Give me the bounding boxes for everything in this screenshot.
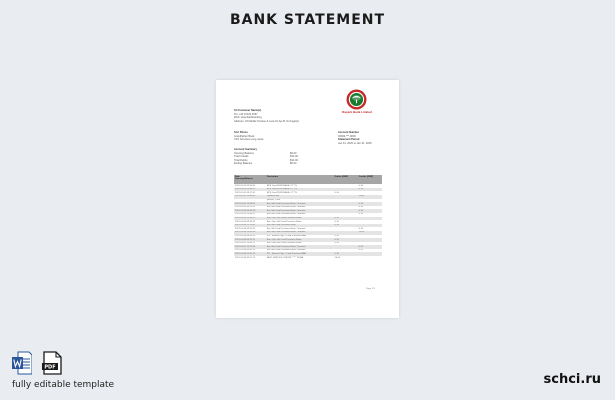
template-caption: fully editable template xyxy=(12,380,115,390)
brand-logo-text: schci.ru xyxy=(543,372,601,387)
summary-value: $0.00 xyxy=(290,162,297,166)
cell-date: 2021-01-03 10:00:11 xyxy=(235,213,256,216)
cell-particulars: Bus - Bus Gift Card Purchase Refer xyxy=(266,217,334,221)
cell-debit: 20.00 xyxy=(334,256,341,259)
cell-particulars: Bus - Bus Gift Card Purchase Refer xyxy=(266,238,334,242)
cell-date: 2021-01-05 10:41:03 xyxy=(234,231,266,235)
cell-date: 2021-01-04 11:15:41 xyxy=(234,224,266,228)
customer-web: Web: www.bankbanking xyxy=(234,116,262,120)
cell-particulars: BPS Card PURCHASE: CT TS xyxy=(266,184,297,187)
cell-particulars: PS - Shared Chip + Card Purchase BAR xyxy=(266,235,307,237)
cell-debit: 0.10 xyxy=(334,252,358,256)
cell-date: 2021-01-01 09:17:01 xyxy=(235,191,256,194)
cell-particulars: Bus Gift Card Purchase Refer: Terminal xyxy=(266,202,334,206)
cell-credit: 0.10 xyxy=(358,184,364,187)
column-header-credits: Credits (GBP) xyxy=(358,175,382,184)
summary-value: $0.00 xyxy=(290,151,297,155)
page-title: BANK STATEMENT xyxy=(229,12,386,28)
account-summary xyxy=(234,148,314,166)
account-number-value: 00000-***-0000 xyxy=(338,134,356,138)
cell-debit: 0.10 xyxy=(334,235,339,237)
account-left-line: Grandfather Bank xyxy=(234,134,255,138)
cell-date: 2021-01-04 09:05:31 xyxy=(235,220,256,223)
cell-date: 2021-01-01 09:04:12 xyxy=(234,188,266,192)
cell-particulars: Bus Gift Card Purchase Refer: Terminal xyxy=(266,213,306,216)
column-header-date: Date Opening Balance xyxy=(234,175,266,184)
customer-block xyxy=(234,109,299,123)
cell-credit: 0.10 xyxy=(358,213,364,216)
cell-credit: 0.10 xyxy=(358,206,364,209)
summary-row xyxy=(234,162,314,166)
cell-particulars: Bus Gift Card Purchase Refer: Terminal xyxy=(266,206,306,209)
summary-label: Opening Balance xyxy=(234,151,254,155)
column-header-particulars: Particulars xyxy=(266,175,334,184)
cell-particulars: PS - Shared Chip + Card Purchase BAR xyxy=(266,252,334,256)
bank-name: Rayark Bank Limited xyxy=(342,110,372,114)
cell-credit xyxy=(358,256,382,260)
cell-credit: 0.10 xyxy=(358,188,382,192)
cell-particulars: FAST SERVICE ONLINE ***** TR BA xyxy=(266,256,304,259)
cell-date: 2021-01-02 08:11:01 xyxy=(235,206,256,209)
cell-particulars: Bus Gift Card Purchase Refer: Terminal xyxy=(266,249,306,252)
cell-credit: 20.00 xyxy=(358,195,382,199)
cell-date: 2021-01-07 10:01:17 xyxy=(235,242,256,245)
summary-value: $31.00 xyxy=(290,155,298,159)
summary-label: Total Debits xyxy=(234,158,248,162)
summary-label: Total Credits xyxy=(234,155,249,159)
column-header-debits: Debits (GBP) xyxy=(334,175,358,184)
statement-document xyxy=(216,80,399,318)
cell-date: 2021-01-08 10:21:11 xyxy=(234,252,266,256)
cell-date: 2021-01-01 10:00:01 xyxy=(234,195,266,199)
summary-heading: Account Summary xyxy=(234,148,257,151)
cell-credit: 0.10 xyxy=(358,245,382,249)
cell-particulars: Bus Gift Card Purchase Refer: Terminal xyxy=(266,209,334,213)
cell-date: 2021-01-05 09:13:21 xyxy=(235,227,256,230)
pdf-icon xyxy=(42,351,62,375)
cell-credit: 0.10 xyxy=(358,209,382,213)
cell-date: 2021-01-06 08:31:01 xyxy=(235,235,256,237)
cell-date: 2021-01-09 09:11:12 xyxy=(235,256,256,259)
cell-particulars: Interest_Lane xyxy=(266,199,281,202)
account-left-line: XXX Services Long name xyxy=(234,138,264,142)
summary-label: Ending Balance xyxy=(234,162,253,166)
cell-date: 2021-01-02 09:32:03 xyxy=(234,209,266,213)
account-left-heading: Sort Ptions xyxy=(234,131,248,134)
cell-particulars: DepositCard xyxy=(266,195,334,199)
word-icon xyxy=(12,351,32,375)
cell-particulars: Bus - Bus Gift Card Purchase Refer xyxy=(266,242,302,245)
cell-particulars: Bus Gift Card Purchase Refer: Terminal xyxy=(266,245,334,249)
transactions-body xyxy=(234,184,382,259)
cell-credit: 0.10 xyxy=(358,227,364,230)
cell-date: 2021-01-01 11:00:01 xyxy=(234,202,266,206)
cell-credit: 20.00 xyxy=(358,231,382,235)
opening-balance-label: Opening Balance xyxy=(235,178,253,181)
cell-date: 2021-01-01 09:00:41 xyxy=(235,184,256,187)
cell-date: 2021-01-07 11:21:03 xyxy=(234,245,266,249)
account-right xyxy=(338,131,372,145)
cell-particulars: Bus Gift Card Purchase Refer: Terminal xyxy=(266,227,306,230)
cell-debit: 0.10 xyxy=(334,238,358,242)
bank-logo-icon xyxy=(346,89,367,110)
cell-date: 2021-01-06 09:22:11 xyxy=(234,238,266,242)
svg-text:PDF: PDF xyxy=(44,364,56,371)
statement-period-label: Statement Period xyxy=(338,138,360,142)
statement-period-value: Jan 01, 2025 to Jan 31, 2025 xyxy=(338,141,372,145)
cell-debit: 0.10 xyxy=(334,220,339,223)
account-left xyxy=(234,131,264,142)
cell-particulars: Bus - Bus Gift Card Purchase Refer xyxy=(266,220,302,223)
cell-particulars: BPS Card PURCHASE: CT TS xyxy=(266,191,297,194)
cell-debit: 0.10 xyxy=(334,242,339,245)
cell-debit: 0.10 xyxy=(334,224,358,228)
page-number: Page 1/1 xyxy=(366,288,375,290)
transactions-table xyxy=(234,175,382,260)
cell-debit: 0.10 xyxy=(334,217,358,221)
customer-phone: Tel: +44 07123 4567 xyxy=(234,112,258,116)
table-row xyxy=(234,256,382,260)
cell-particulars: BPS Card PURCHASE: CT TS xyxy=(266,188,334,192)
cell-date: 2021-01-08 09:41:31 xyxy=(235,249,256,252)
cell-particulars: Bus Gift Card Purchase Refer: Terminal xyxy=(266,231,334,235)
customer-name: Sri Customer Name(s) xyxy=(234,109,262,112)
customer-address: Address: 23 Marble Terrace & Lane Dr Ap #1 St Angel(s) xyxy=(234,119,299,123)
cell-particulars: Bus Gift Card Purchase Refer xyxy=(266,224,334,228)
summary-value: $31.00 xyxy=(290,158,298,162)
cell-debit: 0.10 xyxy=(334,191,339,194)
cell-credit: 0.10 xyxy=(358,249,364,252)
cell-credit: 0.10 xyxy=(358,202,382,206)
table-header-row xyxy=(234,175,382,184)
cell-date: 2021-01-03 11:04:21 xyxy=(234,217,266,221)
account-number-label: Account Number xyxy=(338,131,359,134)
